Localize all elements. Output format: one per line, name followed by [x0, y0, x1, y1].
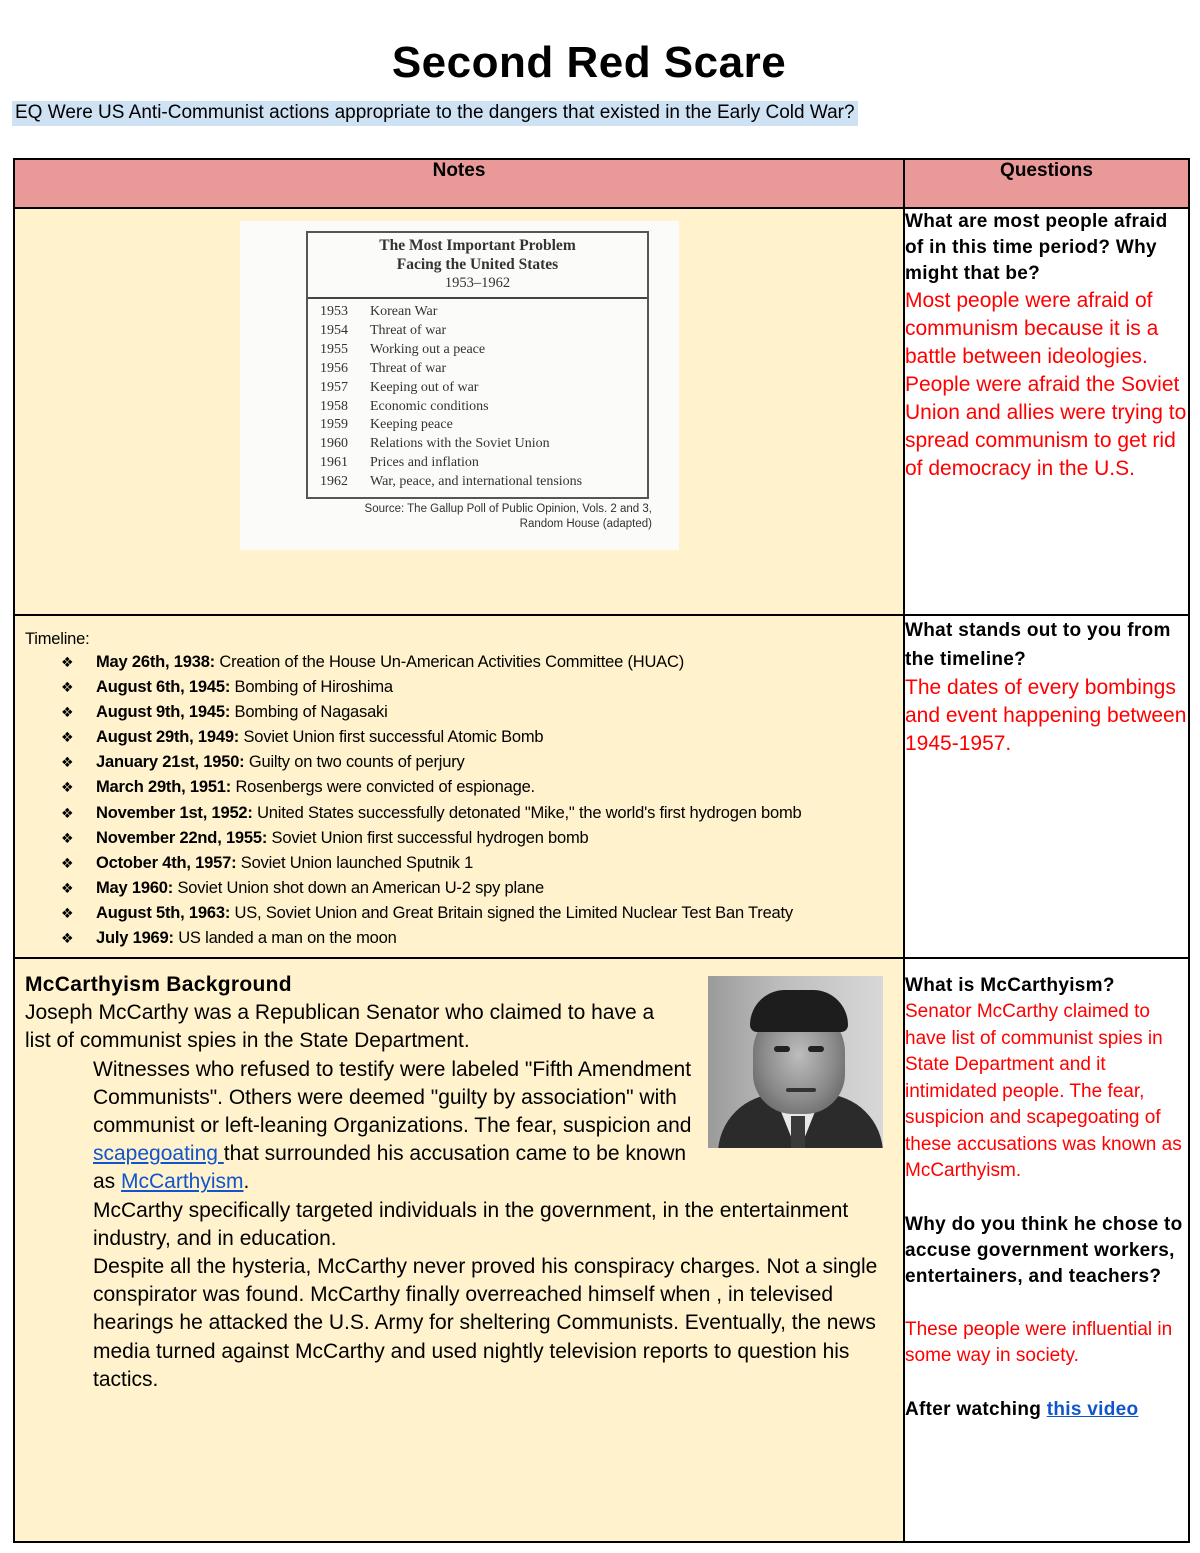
diamond-bullet-icon: ❖: [61, 854, 74, 871]
p2-text-b: that surrounded his accusation came to be known as: [93, 1142, 687, 1194]
timeline-date: August 5th, 1963:: [96, 903, 231, 922]
question-1: What are most people afraid of in this time period? Why might that be?: [905, 211, 1168, 284]
notes-table: [13, 158, 1190, 1543]
problem-row: [308, 473, 647, 492]
timeline-item: [25, 700, 903, 725]
question-cell-3: [904, 958, 1189, 1542]
timeline-item: [25, 901, 903, 926]
problem-table-title-1: The Most Important Problem: [379, 237, 576, 254]
problem-row: [308, 360, 647, 379]
timeline-date: July 1969:: [96, 929, 174, 948]
problem-year: 1957: [320, 379, 348, 395]
timeline-event: Guilty on two counts of perjury: [244, 753, 465, 772]
timeline-list: [25, 650, 903, 951]
notes-cell-mccarthy: [14, 958, 904, 1542]
question-4: Why do you think he chose to accuse government workers, entertainers, and teachers?: [905, 1213, 1183, 1287]
timeline-date: March 29th, 1951:: [96, 778, 232, 797]
source-line-1: Source: The Gallup Poll of Public Opinion, Vols. 2 and 3,: [364, 503, 652, 515]
timeline-event: Soviet Union shot down an American U-2 spy plane: [173, 878, 544, 897]
timeline-date: November 22nd, 1955:: [96, 828, 268, 847]
problem-row: [308, 379, 647, 398]
notes-cell-problem: [14, 208, 904, 615]
problem-text: Korean War: [370, 304, 438, 319]
question-cell-2: [904, 615, 1189, 958]
problem-row: [308, 416, 647, 435]
timeline-date: August 29th, 1949:: [96, 728, 240, 747]
essential-question: EQ Were US Anti-Communist actions appropriate to the dangers that existed in the Early Cold War?: [12, 101, 858, 126]
timeline-event: US landed a man on the moon: [173, 929, 397, 948]
timeline-date: May 26th, 1938:: [96, 653, 215, 671]
timeline-event: Rosenbergs were convicted of espionage.: [231, 778, 535, 797]
p2-text-a: Witnesses who refused to testify were labeled "Fifth Amendment Communists". Others were deemed "guilty by association" with communist or left-leaning Organizations. The fear, suspicion and: [93, 1057, 692, 1137]
question-5-prefix: After watching: [905, 1398, 1047, 1420]
diamond-bullet-icon: ❖: [61, 829, 74, 846]
timeline-item: [25, 650, 903, 675]
timeline-date: August 6th, 1945:: [96, 678, 231, 697]
diamond-bullet-icon: ❖: [61, 930, 74, 947]
problem-text: Relations with the Soviet Union: [370, 436, 550, 452]
scapegoating-link[interactable]: scapegoating: [93, 1142, 224, 1166]
mccarthy-heading: McCarthyism Background: [25, 973, 292, 997]
timeline-item: [25, 801, 903, 826]
timeline-label: Timeline:: [25, 630, 90, 648]
timeline-event: Soviet Union first successful hydrogen bomb: [267, 828, 589, 847]
problem-table-frame: [306, 231, 649, 499]
timeline-event: Bombing of Nagasaki: [230, 703, 388, 722]
source-line-2: Random House (adapted): [519, 518, 652, 530]
answer-4: These people were influential in some way in society.: [905, 1318, 1173, 1367]
timeline-item: [25, 675, 903, 700]
problem-table-source: [310, 502, 652, 532]
problem-text: Economic conditions: [370, 398, 489, 414]
answer-3: Senator McCarthy claimed to have list of communist spies in State Department and it intimidated people. The fear, suspicion and scapegoating of these accusations was known as McCarthyism.: [905, 1001, 1182, 1182]
problem-text: War, peace, and international tensions: [370, 474, 583, 490]
mccarthy-paragraph-1: Joseph McCarthy was a Republican Senator who claimed to have a list of communist spies in the State Department.: [25, 1001, 655, 1053]
timeline-event: US, Soviet Union and Great Britain signed the Limited Nuclear Test Ban Treaty: [230, 903, 793, 922]
problem-table-title-2: Facing the United States: [396, 256, 559, 273]
question-2: What stands out to you from the timeline?: [905, 620, 1171, 670]
problem-row: [308, 435, 647, 454]
timeline-item: [25, 926, 903, 951]
question-cell-1: [904, 208, 1189, 615]
timeline-event: Soviet Union first successful Atomic Bomb: [239, 728, 544, 747]
timeline-date: August 9th, 1945:: [96, 703, 231, 722]
diamond-bullet-icon: ❖: [61, 804, 74, 821]
video-link[interactable]: this video: [1046, 1398, 1139, 1420]
problem-row: [308, 454, 647, 473]
timeline-event: Soviet Union launched Sputnik 1: [236, 853, 474, 872]
mccarthyism-link[interactable]: McCarthyism: [121, 1170, 244, 1194]
mccarthy-photo: [708, 976, 883, 1148]
timeline-date: May 1960:: [96, 878, 174, 897]
timeline-date: October 4th, 1957:: [96, 853, 237, 872]
problem-text: Prices and inflation: [370, 455, 479, 471]
mccarthy-paragraph-3: McCarthy specifically targeted individuals in the government, in the entertainment industry, and in education.: [93, 1198, 849, 1250]
problem-year: 1962: [320, 474, 348, 490]
problem-year: 1953: [320, 304, 348, 319]
diamond-bullet-icon: ❖: [61, 779, 74, 796]
timeline-item: [25, 826, 903, 851]
problem-year: 1961: [320, 455, 348, 471]
problem-year: 1958: [320, 398, 348, 414]
diamond-bullet-icon: ❖: [61, 679, 74, 696]
problem-year: 1959: [320, 417, 348, 433]
diamond-bullet-icon: ❖: [61, 654, 74, 670]
answer-1: Most people were afraid of communism because it is a battle between ideologies. People were afraid the Soviet Union and allies were trying to spread communism to get rid of democracy in the U.S.: [905, 289, 1187, 480]
page-title: Second Red Scare: [391, 38, 787, 87]
problem-table-years: 1953–1962: [444, 275, 511, 291]
timeline-date: November 1st, 1952:: [96, 803, 253, 822]
diamond-bullet-icon: ❖: [61, 879, 74, 896]
timeline-item: [25, 750, 903, 775]
problem-text: Threat of war: [370, 322, 447, 338]
problem-row: [308, 303, 647, 322]
problem-year: 1955: [320, 341, 348, 357]
notes-header: Notes: [14, 159, 904, 208]
timeline-event: United States successfully detonated "Mike," the world's first hydrogen bomb: [252, 803, 802, 822]
mccarthy-paragraph-4: Despite all the hysteria, McCarthy never proved his conspiracy charges. Not a single conspirator was found. McCarthy finally overreached himself when , in televised hearings he attacked the U.S. Army for sheltering Communists. Eventually, the news media turned against McCarthy and used nightly television reports to question his tactics.: [93, 1254, 878, 1391]
question-3: What is McCarthyism?: [905, 975, 1115, 997]
diamond-bullet-icon: ❖: [61, 904, 74, 921]
problem-text: Keeping out of war: [370, 379, 479, 395]
mccarthy-paragraph-2: [25, 1056, 693, 1197]
diamond-bullet-icon: ❖: [61, 729, 74, 746]
timeline-date: January 21st, 1950:: [96, 753, 245, 772]
timeline-item: [25, 876, 903, 901]
timeline-item: [25, 851, 903, 876]
timeline-item: [25, 725, 903, 750]
problem-text: Keeping peace: [370, 417, 453, 433]
question-5: [905, 1397, 1188, 1423]
questions-header: Questions: [904, 159, 1189, 208]
problem-year: 1960: [320, 436, 348, 452]
problem-table-image: [240, 221, 679, 550]
timeline-event: Creation of the House Un-American Activities Committee (HUAC): [214, 653, 684, 671]
problem-text: Threat of war: [370, 360, 447, 376]
diamond-bullet-icon: ❖: [61, 754, 74, 771]
problem-row: [308, 398, 647, 417]
problem-text: Working out a peace: [370, 341, 486, 357]
p2-text-c: .: [243, 1170, 250, 1194]
timeline-event: Bombing of Hiroshima: [230, 678, 393, 697]
diamond-bullet-icon: ❖: [61, 704, 74, 721]
notes-cell-timeline: [14, 615, 904, 958]
problem-year: 1956: [320, 360, 348, 376]
answer-2: The dates of every bombings and event happening between 1945-1957.: [905, 676, 1187, 755]
timeline-item: [25, 775, 903, 800]
problem-year: 1954: [320, 322, 348, 338]
problem-row: [308, 322, 647, 341]
problem-row: [308, 341, 647, 360]
